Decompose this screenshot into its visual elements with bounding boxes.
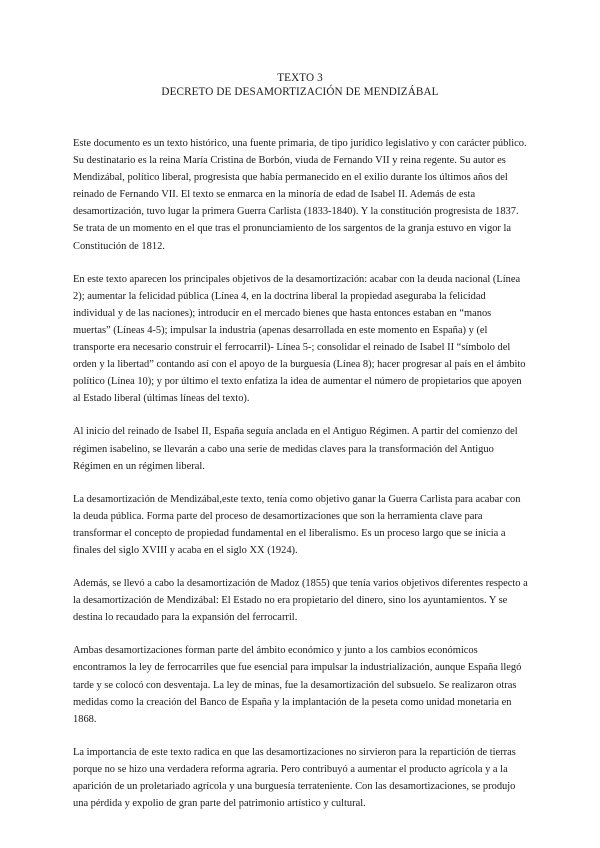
paragraph-objectives: En este texto aparecen los principales objetivos de la desamortización: acabar con la deuda nacional (Línea 2); aumentar la felicidad pública (Línea 4, en la doctrina liberal la propiedad aseguraba la felicidad individual y de las naciones); introducir en el mercado bienes que hasta entonces estaban en “manos muertas” (Líneas 4-5); impulsar la industria (apenas desarrollada en este momento en España) y (el transporte era necesario construir el ferrocarril)- Línea 5-; consolidar el reinado de Isabel II “símbolo del orden y la libertad” contando así con el apoyo de la burguesía (Línea 8); hacer progresar al país en el ámbito político (Línea 10); y por último el texto enfatiza la idea de aumentar el número de propietarios que apoyen al Estado liberal (últimas líneas del texto). (73, 273, 526, 405)
paragraph-introduction: Este documento es un texto histórico, una fuente primaria, de tipo jurídico legislativo y con carácter público. Su destinatario es la reina María Cristina de Borbón, viuda de Fernando VII y reina regente. Su autor es Mendizábal, político liberal, progresista que había permanecido en el exilio durante los últimos años del reinado de Fernando VII. El texto se enmarca en la minoría de edad de Isabel II. Además de esta desamortización, tuvo lugar la primera Guerra Carlista (1833-1840). Y la constitución progresista de 1837. Se trata de un momento en el que tras el pronunciamiento de los sargentos de la granja estuvo en vigor la Constitución de 1812. (73, 138, 527, 252)
title-block (73, 72, 527, 99)
paragraph-mendizabal: La desamortización de Mendizábal,este texto, tenía como objetivo ganar la Guerra Carlista para acabar con la deuda pública. Forma parte del proceso de desamortizaciones que son la herramienta clave para transformar el concepto de propiedad fundamental en el liberalismo. Es un proceso largo que se inicia a finales del siglo XVIII y acaba en el siglo XX (1924). (73, 493, 521, 556)
paragraph-madoz: Además, se llevó a cabo la desamortización de Madoz (1855) que tenía varios objetivos diferentes respecto a la desamortización de Mendizábal: El Estado no era propietario del dinero, sino los ayuntamientos. Y se destina lo recaudado para la expansión del ferrocarril. (73, 578, 528, 624)
paragraph-importance: La importancia de este texto radica en que las desamortizaciones no sirvieron para la repartición de tierras porque no se hizo una verdadera reforma agraria. Pero contribuyó a aumentar el producto agrícola y a la aparición de un proletariado agrícola y una burguesía terrateniente. Con las desamortizaciones, se produjo una pérdida y expolio de gran parte del patrimonio artístico y cultural. (73, 746, 516, 810)
document-body (73, 135, 529, 812)
paragraph-isabel-reign: Al inicio del reinado de Isabel II, España seguía anclada en el Antiguo Régimen. A partir del comienzo del régimen isabelino, se llevarán a cabo una serie de medidas claves para la transformación del Antiguo Régimen en un régimen liberal. (73, 426, 518, 472)
document-label: TEXTO 3 (277, 72, 323, 84)
paragraph-economic-measures: Ambas desamortizaciones forman parte del ámbito económico y junto a los cambios económicos encontramos la ley de ferrocarriles que fue esencial para impulsar la industrialización, aunque España llegó tarde y se colocó con desventaja. La ley de minas, fue la desamortización del subsuelo. Se realizaron otras medidas como la creación del Banco de España y la implantación de la peseta como unidad monetaria en 1868. (73, 645, 522, 725)
document-title: DECRETO DE DESAMORTIZACIÓN DE MENDIZÁBAL (161, 85, 439, 98)
